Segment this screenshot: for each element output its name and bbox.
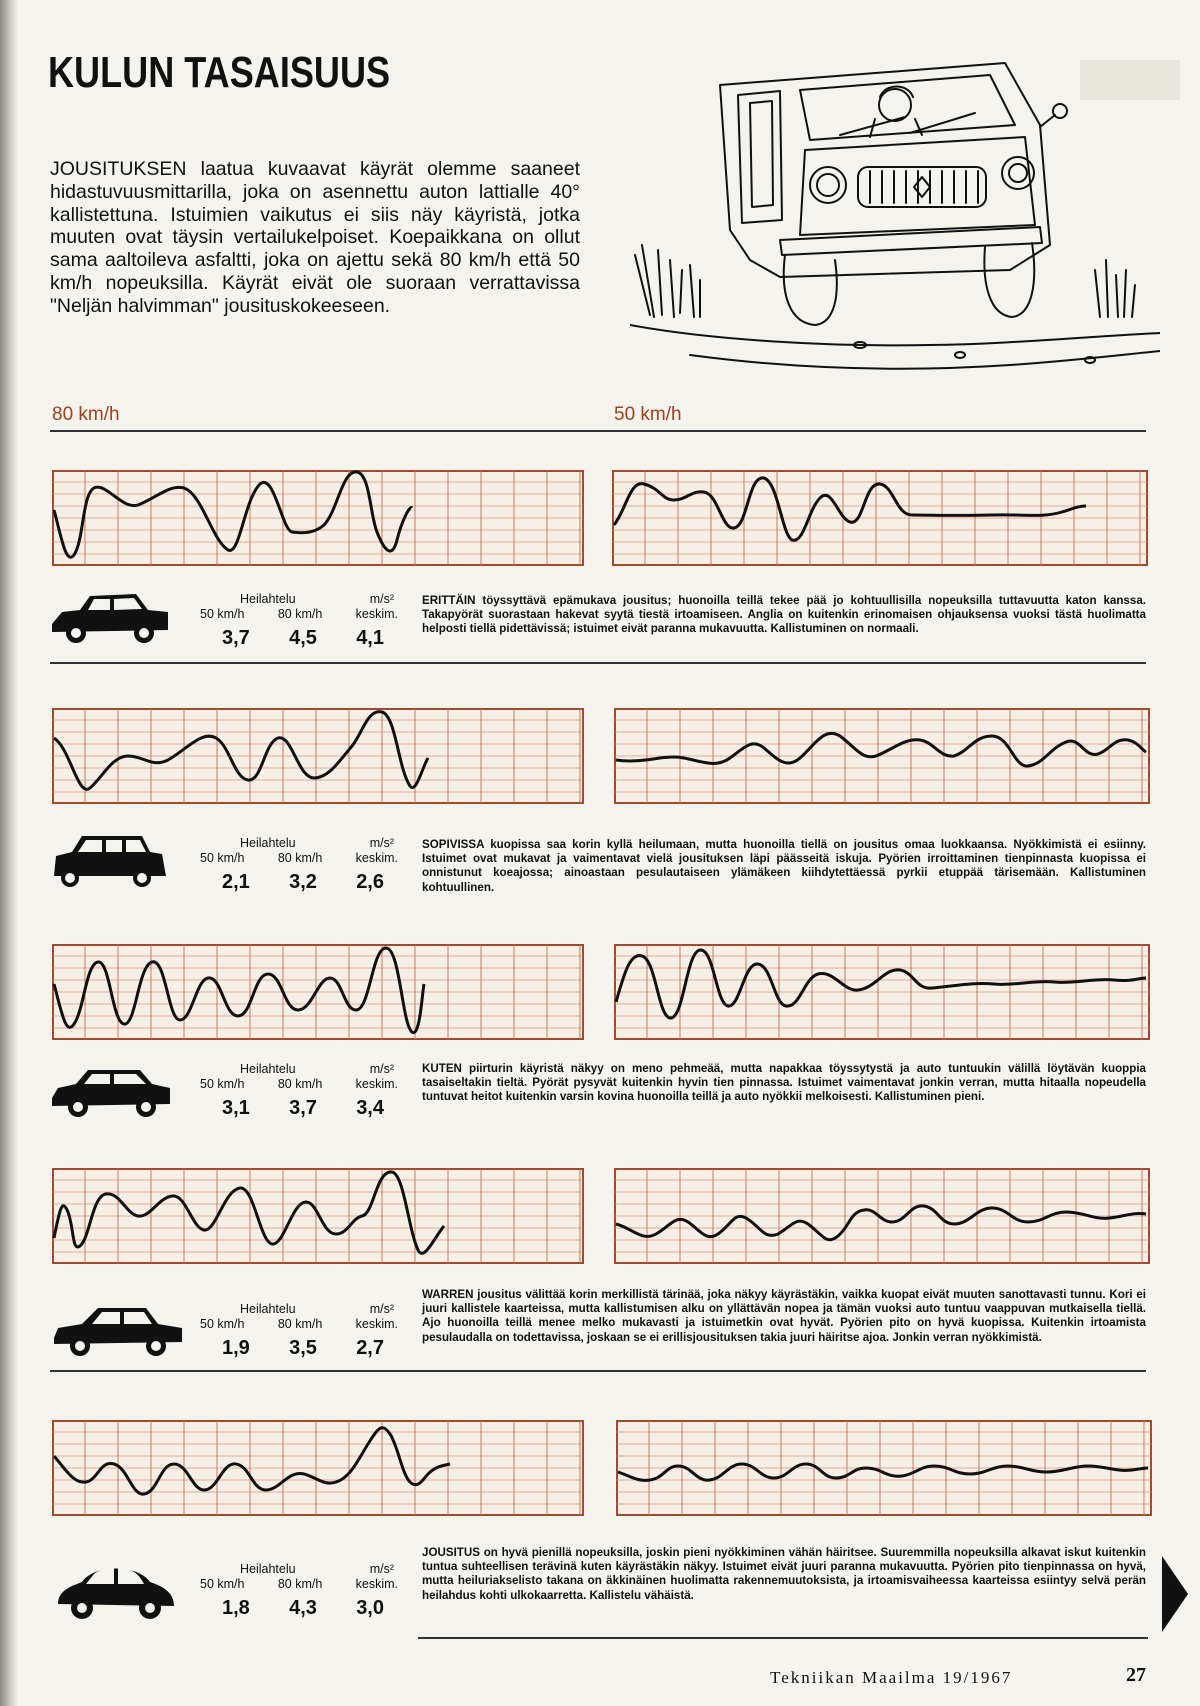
vibration-chart-80 <box>52 1420 584 1516</box>
stats-keskim-label: keskim. <box>355 851 398 865</box>
car-2-description: SOPIVISSA kuopissa saa korin kyllä heilumaan, mutta huonoilla tiellä on jousitus omaa luokkaansa. Nyökkimistä ei esiinny. Istuimet ovat mukavat ja vaimentavat vielä jousituksen läpi päässeitä iskuja. Pyörien irroittaminen tienpinnasta kuopissa ei onnistunut koeajossa; ainoastaan pesulautaiseen ylämäkeen kiihdytettäessä pyrkii etuppää tärisemään. Kallistuminen kohtuullinen. <box>422 838 1146 894</box>
stats-unit-label: m/s² <box>369 1562 394 1576</box>
stats-col-50-label: 50 km/h <box>200 851 245 865</box>
section-divider <box>50 1370 1146 1372</box>
value-80kmh: 4,3 <box>289 1597 317 1619</box>
value-50kmh: 1,9 <box>222 1337 250 1359</box>
value-average: 2,7 <box>356 1337 384 1359</box>
stats-heilahtelu-label: Heilahtelu <box>240 1062 296 1076</box>
stats-col-80-label: 80 km/h <box>277 1577 323 1591</box>
car-4-description: WARREN jousitus välittää korin merkillistä tärinää, joka näkyy käyrästäkin, vaikka kuopat eivät muuten sanottavasti tunnu. Kori ei juuri kallistele kaarteissa, mutta kallistumisen alku on yllättävän nopea ja tämän vuoksi auto tuntuu vaappuvan mutkaisella tiellä. Ajo huonoilla teillä menee melko mukavasti ja istuimetkin ovat hyvät. Pyörien pito on hyvä kuopissa. Kuitenkin irtoamista pesulaudalla on todettavissa, joskaan se ei erillisjousituksen takia juuri häiritse ajoa. Jonkin verran nyökkimistä. <box>422 1288 1146 1344</box>
magazine-footer: Tekniikan Maailma 19/1967 <box>770 1668 1013 1687</box>
car-3-stats <box>198 1062 398 1120</box>
car-2-stats <box>198 836 398 894</box>
section-divider <box>418 1637 1148 1639</box>
stats-heilahtelu-label: Heilahtelu <box>240 592 296 606</box>
car-4-stats <box>198 1302 398 1360</box>
vibration-chart-50 <box>616 1420 1152 1516</box>
renault-4-car-icon <box>50 832 170 890</box>
stats-heilahtelu-label: Heilahtelu <box>240 1562 296 1576</box>
stats-col-50-label: 50 km/h <box>200 607 245 621</box>
value-average: 3,0 <box>356 1597 384 1619</box>
header-rule <box>50 430 1146 432</box>
value-average: 4,1 <box>356 627 384 649</box>
vibration-chart-80 <box>52 1168 584 1264</box>
page-spine-shadow <box>0 0 18 1706</box>
value-50kmh: 2,1 <box>222 871 250 893</box>
speed-label-80: 80 km/h <box>52 404 120 425</box>
car-3-description: KUTEN piirturin käyristä näkyy on meno pehmeää, mutta napakkaa töyssytystä ja auto tuntuukin välillä löytävän kuoppia tasaiseltakin tieltä. Pyörät pysyvät kuitenkin hyvin tien pinnassa. Istuimet vaimentavat jonkin verran, mutta hitaalla nopeudella tuntuvat heitot kuitenkin varsin kovina huonoilla teillä ja auto nyökkii melkoisesti. Kallistuminen pieni. <box>422 1062 1146 1104</box>
value-50kmh: 3,1 <box>222 1097 250 1119</box>
stats-unit-label: m/s² <box>369 1302 394 1316</box>
vibration-chart-80 <box>52 708 584 804</box>
article-title: KULUN TASAISUUS <box>48 48 391 97</box>
value-80kmh: 3,5 <box>289 1337 317 1359</box>
value-average: 3,4 <box>356 1097 384 1119</box>
stats-unit-label: m/s² <box>369 836 394 850</box>
value-80kmh: 4,5 <box>289 627 317 649</box>
vibration-chart-80 <box>52 944 584 1040</box>
stats-col-50-label: 50 km/h <box>200 1317 245 1331</box>
speed-label-50: 50 km/h <box>614 404 682 425</box>
value-80kmh: 3,7 <box>289 1097 317 1119</box>
value-average: 2,6 <box>356 871 384 893</box>
sedan-car-icon <box>48 1064 174 1120</box>
stats-heilahtelu-label: Heilahtelu <box>240 1302 296 1316</box>
stats-col-80-label: 80 km/h <box>277 1317 323 1331</box>
vibration-chart-80 <box>52 470 584 566</box>
car-5-description: JOUSITUS on hyvä pienillä nopeuksilla, joskin pieni nyökkiminen vähän häiritsee. Suuremmilla nopeuksilla alkavat iskut kuitenkin tuntua suhteellisen terävinä kuten käyrästäkin näkyy. Istuimet eivät juuri paranna mukavuutta. Pyörien pito tienpinnassa on hyvä, mutta heiluriakselisto takana on äkkinäinen huolimatta rakennemuutoksista, ja irtoamisvaiheessa kaarteissa esiintyy selvä perän heilahdus kohti ulkokaarretta. Kallistelu vähäistä. <box>422 1546 1146 1602</box>
stats-unit-label: m/s² <box>369 592 394 606</box>
vibration-chart-50 <box>612 470 1148 566</box>
anglia-car-icon <box>48 590 172 646</box>
stats-col-80-label: 80 km/h <box>277 1077 323 1091</box>
vibration-chart-50 <box>614 708 1150 804</box>
value-50kmh: 3,7 <box>222 627 250 649</box>
section-divider <box>50 662 1146 664</box>
stats-keskim-label: keskim. <box>355 607 398 621</box>
stats-keskim-label: keskim. <box>355 1317 398 1331</box>
stats-heilahtelu-label: Heilahtelu <box>240 836 296 850</box>
vibration-chart-50 <box>614 944 1150 1040</box>
car-5-stats <box>198 1562 398 1620</box>
stats-keskim-label: keskim. <box>355 1077 398 1091</box>
stats-unit-label: m/s² <box>369 1062 394 1076</box>
stats-col-50-label: 50 km/h <box>200 1577 245 1591</box>
page-number: 27 <box>1126 1664 1146 1686</box>
stats-col-50-label: 50 km/h <box>200 1077 245 1091</box>
renault-driver-illustration <box>630 55 1160 375</box>
warren-car-icon <box>50 1302 186 1358</box>
car-1-stats <box>198 592 398 650</box>
intro-paragraph: JOUSITUKSEN laatua kuvaavat käyrät olemme saaneet hidastuvuusmittarilla, joka on asennettu auton lattialle 40° kallistettuna. Istuimien vaikutus ei siis näy käyristä, jotka muuten ovat täysin vertailukelpoiset. Koepaikkana on ollut sama aaltoileva asfaltti, joka on ajettu sekä 80 km/h että 50 km/h nopeuksilla. Käyrät eivät ole suoraan verrattavissa "Neljän halvimman" jousituskokeeseen. <box>50 158 580 317</box>
value-50kmh: 1,8 <box>222 1597 250 1619</box>
stats-keskim-label: keskim. <box>355 1577 398 1591</box>
value-80kmh: 3,2 <box>289 871 317 893</box>
continue-arrow-icon <box>1162 1556 1188 1632</box>
vibration-chart-50 <box>614 1168 1150 1264</box>
car-1-description: ERITTÄIN töyssyttävä epämukava jousitus; huonoilla teillä tekee pää jo kohtuullisilla nopeuksilla tuttavuutta katon kanssa. Takapyörät suorastaan hakevat syytä tiestä irtoamiseen. Anglia on kuitenkin erinomaisen ohjauksensa vuoksi tästä huolimatta helposti tiellä pidettävissä; istuimet eivät paranna mukavuutta. Kallistuminen on normaali. <box>422 594 1146 636</box>
stats-col-80-label: 80 km/h <box>277 607 323 621</box>
stats-col-80-label: 80 km/h <box>277 851 323 865</box>
beetle-car-icon <box>52 1560 180 1622</box>
